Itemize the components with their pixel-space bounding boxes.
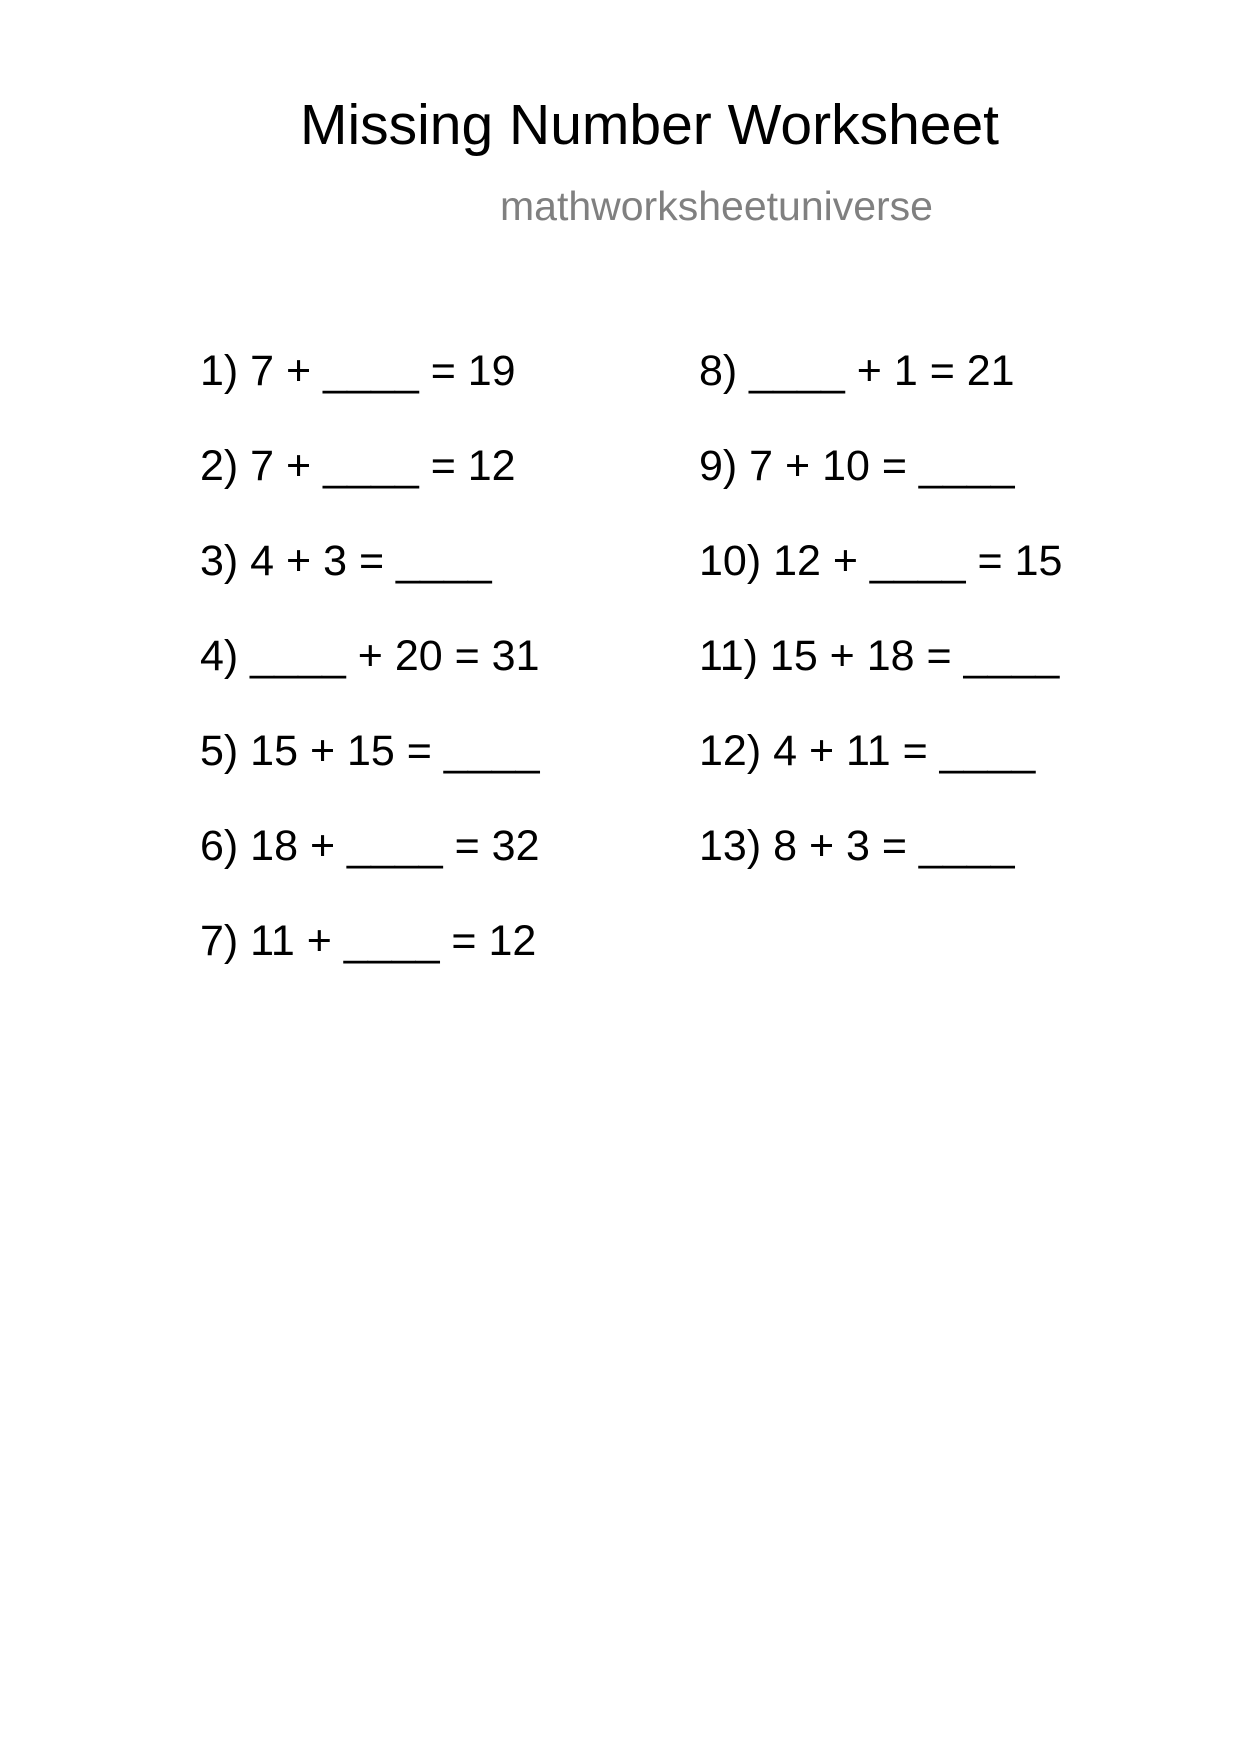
problem-item: 7) 11 + ____ = 12	[200, 917, 537, 965]
problem-list-right	[699, 347, 1063, 920]
problem-item: 13) 8 + 3 = ____	[699, 822, 1015, 870]
problem-item: 11) 15 + 18 = ____	[699, 632, 1060, 680]
problem-list-left	[200, 347, 540, 1015]
problem-item: 3) 4 + 3 = ____	[200, 537, 492, 585]
page-subtitle: mathworksheetuniverse	[500, 183, 933, 229]
problem-item: 4) ____ + 20 = 31	[200, 632, 540, 680]
problem-item: 1) 7 + ____ = 19	[200, 347, 516, 395]
problem-item: 9) 7 + 10 = ____	[699, 442, 1015, 490]
page-title: Missing Number Worksheet	[300, 93, 1000, 157]
problem-item: 2) 7 + ____ = 12	[200, 442, 516, 490]
problem-item: 8) ____ + 1 = 21	[699, 347, 1015, 395]
problem-item: 12) 4 + 11 = ____	[699, 727, 1036, 775]
problem-item: 5) 15 + 15 = ____	[200, 727, 540, 775]
problem-item: 6) 18 + ____ = 32	[200, 822, 540, 870]
problem-item: 10) 12 + ____ = 15	[699, 537, 1063, 585]
